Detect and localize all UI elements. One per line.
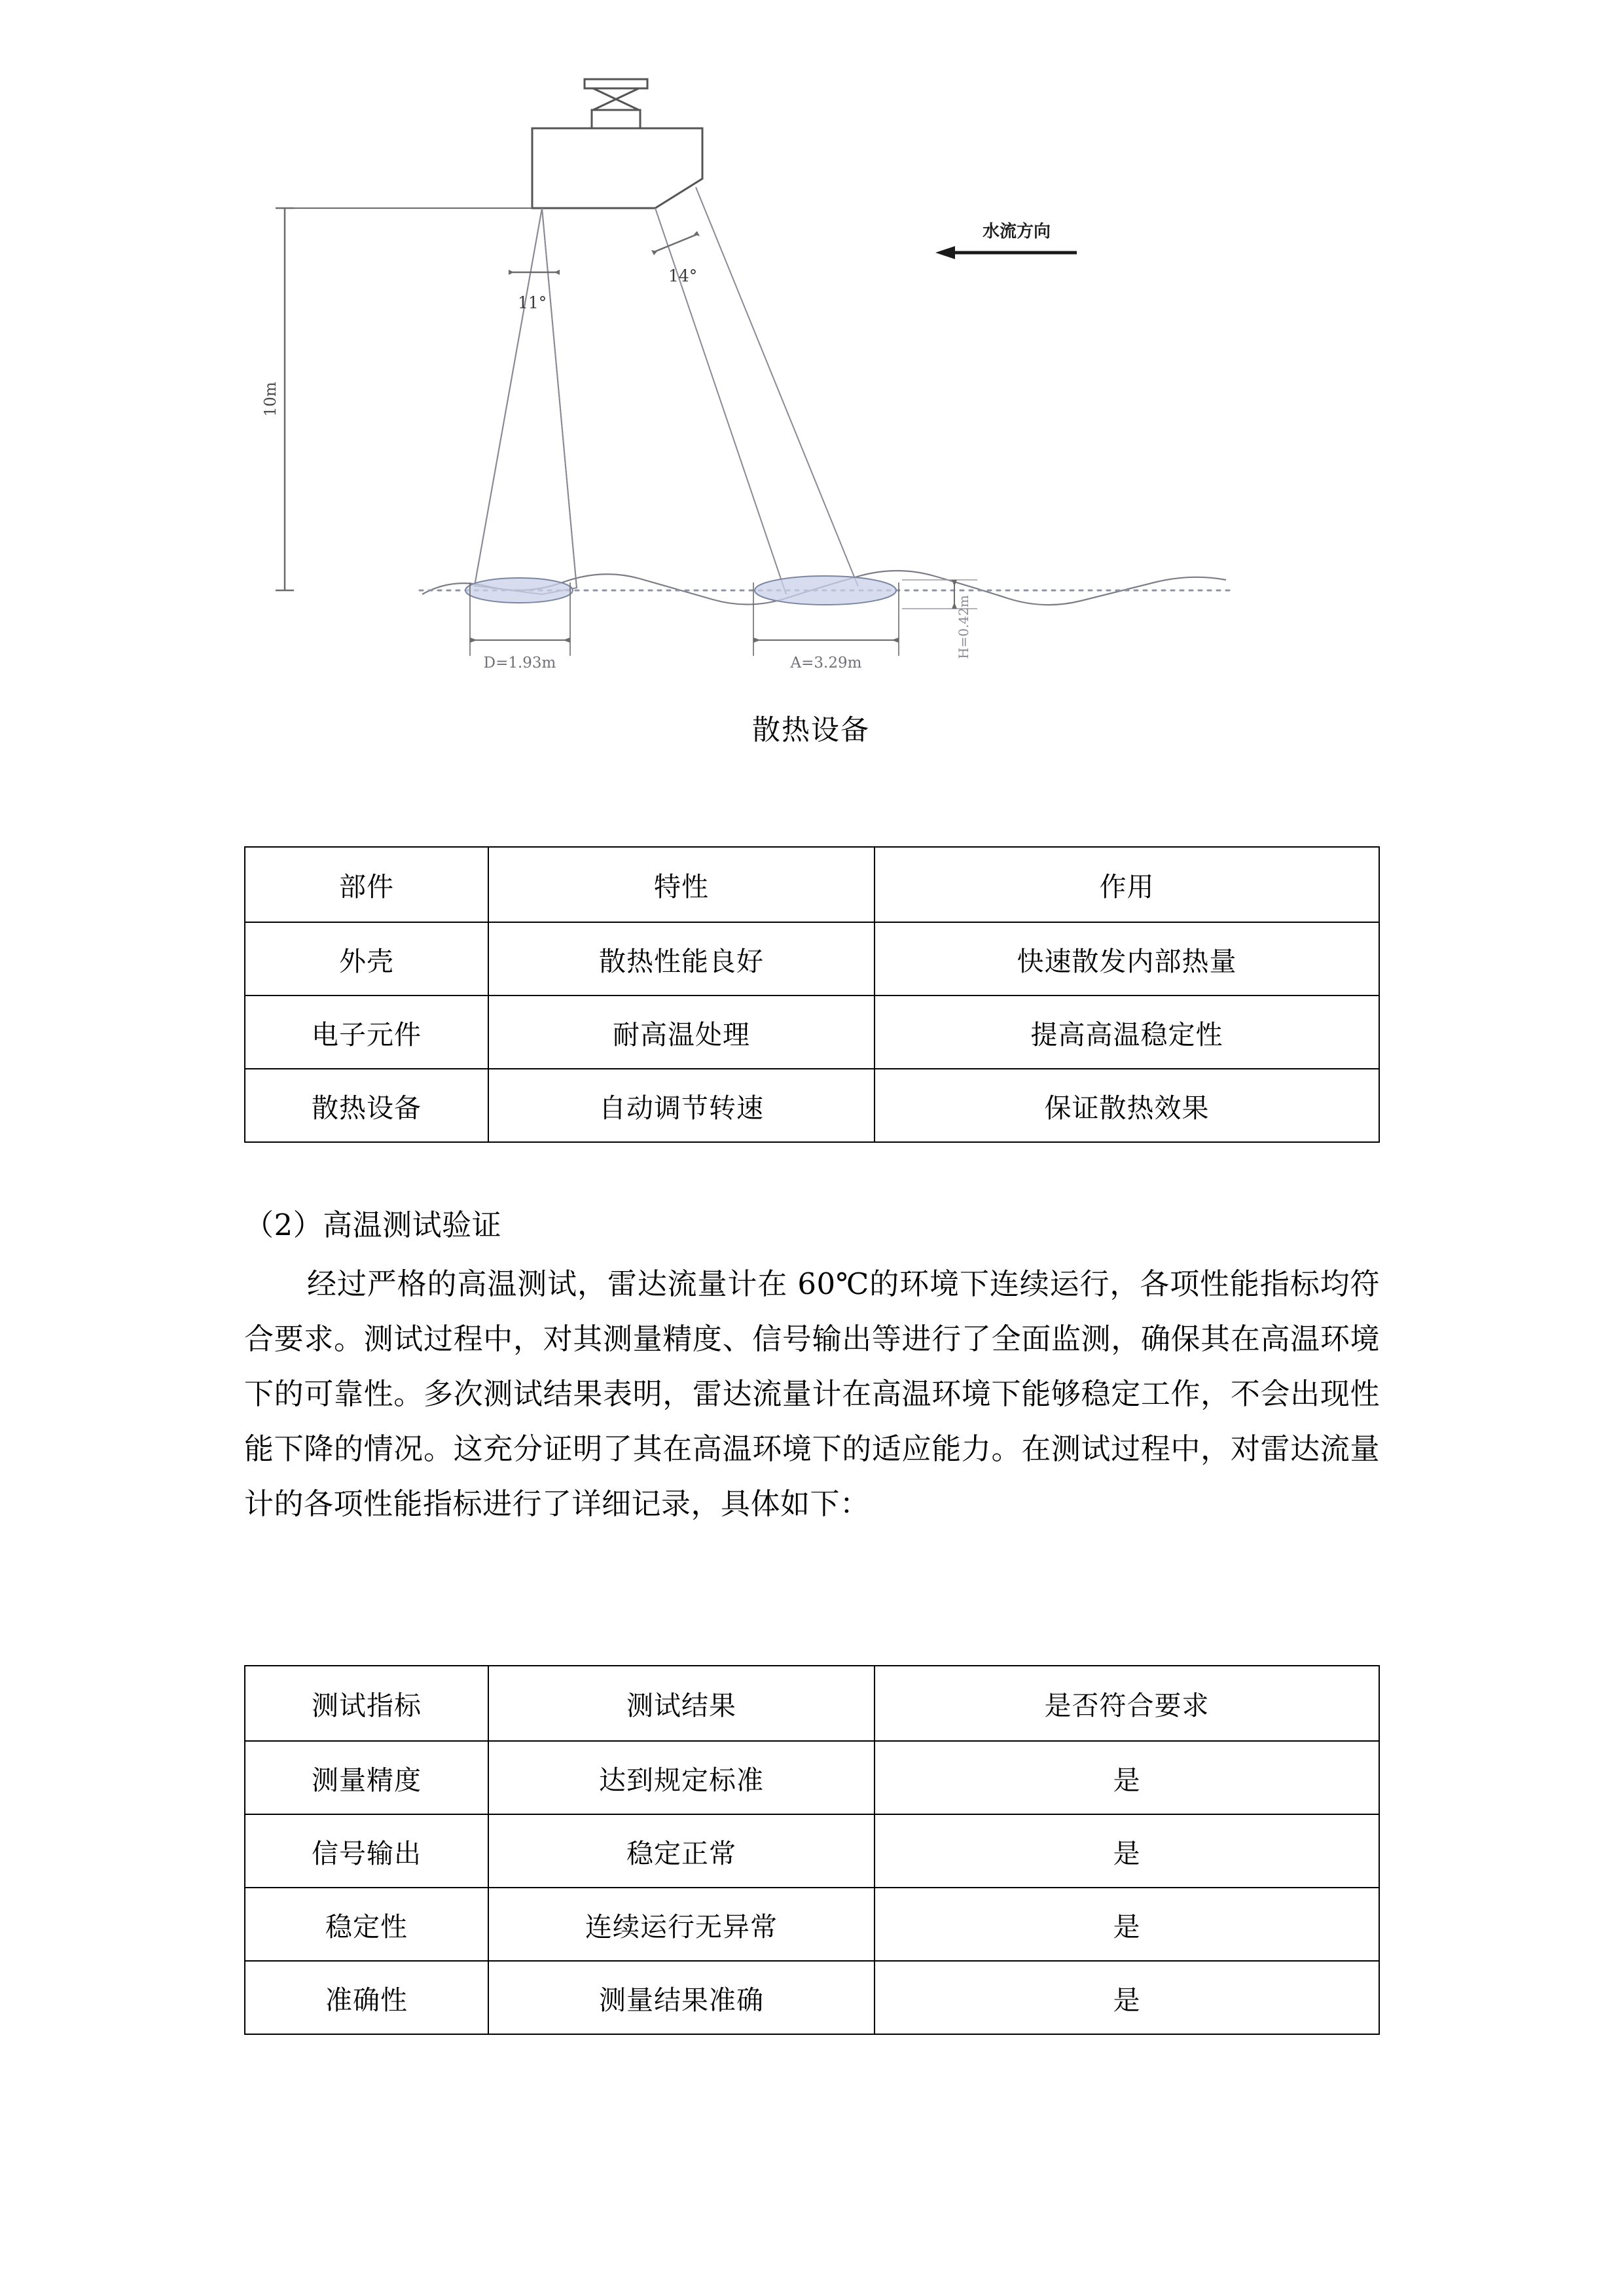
table-row (245, 1888, 1379, 1961)
figure-caption: 散热设备 (752, 714, 870, 747)
cell-compliance: 是 (875, 1741, 1379, 1814)
table-row (245, 1741, 1379, 1814)
section-paragraph: 经过严格的高温测试，雷达流量计在 60℃的环境下连续运行，各项性能指标均符合要求。测试过程中，对其测量精度、信号输出等进行了全面监测，确保其在高温环境下的可靠性。多次测试结果表明，雷达流量计在高温环境下能够稳定工作，不会出现性能下降的情况。这充分证明了其在高温环境下的适应能力。在测试过程中，对雷达流量计的各项性能指标进行了详细记录，具体如下： (244, 1266, 1380, 1521)
svg-text:10m: 10m (261, 382, 280, 417)
section-heading: （2）高温测试验证 (244, 1208, 502, 1242)
svg-text:A=3.29m: A=3.29m (790, 655, 862, 672)
cell-result: 测量结果准确 (488, 1961, 875, 2034)
table-row (245, 996, 1379, 1069)
cell-component: 电子元件 (245, 996, 488, 1069)
cell-function: 快速散发内部热量 (875, 922, 1379, 996)
column-header-feature: 特性 (488, 847, 875, 922)
table-row (245, 922, 1379, 996)
radar-figure (244, 59, 1378, 766)
table-header-row (245, 1666, 1379, 1741)
cell-compliance: 是 (875, 1961, 1379, 2034)
cell-component: 外壳 (245, 922, 488, 996)
cell-feature: 散热性能良好 (488, 922, 875, 996)
table-row (245, 1961, 1379, 2034)
svg-text:水流方向: 水流方向 (982, 222, 1051, 242)
cell-result: 连续运行无异常 (488, 1888, 875, 1961)
column-header-result: 测试结果 (488, 1666, 875, 1741)
table-row (245, 1814, 1379, 1888)
cell-feature: 自动调节转速 (488, 1069, 875, 1142)
cell-result: 达到规定标准 (488, 1741, 875, 1814)
cell-result: 稳定正常 (488, 1814, 875, 1888)
radar-diagram (244, 59, 1378, 707)
svg-text:H=0.42m: H=0.42m (956, 595, 971, 659)
svg-text:11°: 11° (518, 293, 547, 312)
cell-function: 保证散热效果 (875, 1069, 1379, 1142)
cell-feature: 耐高温处理 (488, 996, 875, 1069)
cell-metric: 信号输出 (245, 1814, 488, 1888)
svg-text:14°: 14° (668, 266, 698, 285)
table-row (245, 1069, 1379, 1142)
cell-component: 散热设备 (245, 1069, 488, 1142)
column-header-function: 作用 (875, 847, 1379, 922)
table-header-row (245, 847, 1379, 922)
cell-compliance: 是 (875, 1888, 1379, 1961)
cell-metric: 稳定性 (245, 1888, 488, 1961)
svg-text:D=1.93m: D=1.93m (483, 655, 556, 672)
cell-metric: 测量精度 (245, 1741, 488, 1814)
column-header-component: 部件 (245, 847, 488, 922)
column-header-metric: 测试指标 (245, 1666, 488, 1741)
cell-function: 提高高温稳定性 (875, 996, 1379, 1069)
column-header-compliance: 是否符合要求 (875, 1666, 1379, 1741)
cell-compliance: 是 (875, 1814, 1379, 1888)
cell-metric: 准确性 (245, 1961, 488, 2034)
test-results-table (244, 1665, 1380, 2035)
components-table (244, 846, 1380, 1143)
